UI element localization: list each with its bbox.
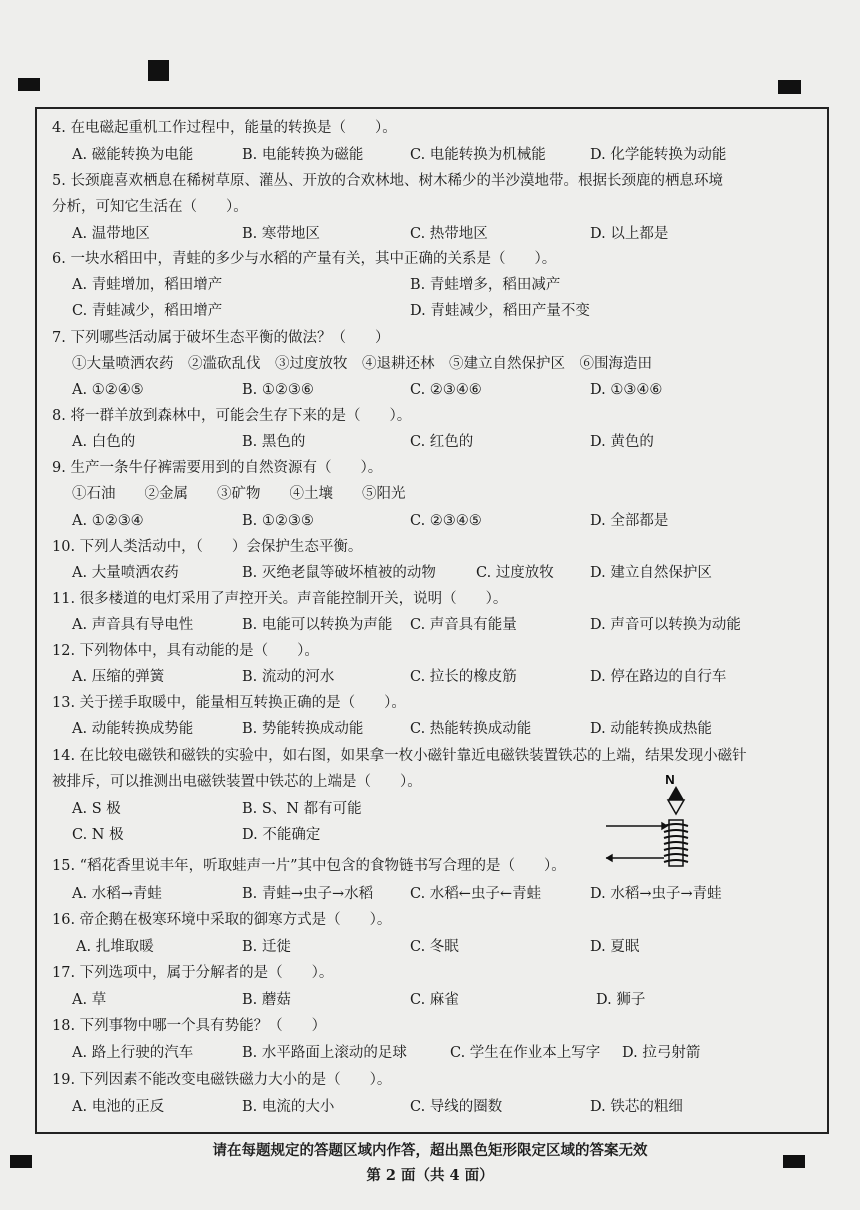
wire-icon bbox=[606, 823, 667, 861]
option-b: B. 电能转换为磁能 bbox=[242, 147, 364, 163]
question-5-options bbox=[72, 224, 772, 244]
option-d: D. 黄色的 bbox=[590, 434, 654, 450]
option-b: B. 电流的大小 bbox=[242, 1099, 335, 1115]
option-a: A. 压缩的弹簧 bbox=[72, 669, 165, 685]
question-12-stem: 12. 下列物体中，具有动能的是（ ）。 bbox=[52, 643, 319, 659]
question-11-options bbox=[72, 615, 772, 635]
option-b: B. 水平路面上滚动的足球 bbox=[242, 1045, 407, 1061]
question-16-stem: 16. 帝企鹅在极寒环境中采取的御寒方式是（ ）。 bbox=[52, 912, 392, 928]
registration-mark-top-square bbox=[148, 60, 169, 81]
option-b: B. 青蛙增多，稻田减产 bbox=[410, 277, 561, 293]
option-c: C. ②③④⑥ bbox=[410, 382, 482, 398]
page-number: 第 2 面（共 4 面） bbox=[366, 1167, 494, 1184]
option-d: D. 夏眠 bbox=[590, 939, 640, 955]
option-a: A. 动能转换成势能 bbox=[72, 721, 194, 737]
question-10-options bbox=[72, 563, 772, 583]
question-6-stem: 6. 一块水稻田中，青蛙的多少与水稻的产量有关，其中正确的关系是（ ）。 bbox=[52, 251, 557, 267]
option-a: A. 青蛙增加，稻田增产 bbox=[72, 277, 223, 293]
question-7-items: ①大量喷洒农药 ②滥砍乱伐 ③过度放牧 ④退耕还林 ⑤建立自然保护区 ⑥围海造田 bbox=[72, 356, 652, 372]
option-b: B. 黑色的 bbox=[242, 434, 306, 450]
option-d: D. 全部都是 bbox=[590, 513, 669, 529]
option-c: C. 麻雀 bbox=[410, 992, 459, 1008]
option-d: D. 以上都是 bbox=[590, 226, 669, 242]
question-6-options-row1 bbox=[72, 275, 772, 295]
option-b: B. 寒带地区 bbox=[242, 226, 320, 242]
coil-icon bbox=[664, 824, 688, 862]
question-15-stem: 15. “稻花香里说丰年，听取蛙声一片”其中包含的食物链书写合理的是（ ）。 bbox=[52, 858, 566, 874]
option-a: A. 大量喷洒农药 bbox=[72, 565, 179, 581]
question-8-options bbox=[72, 432, 772, 452]
question-12-options bbox=[72, 667, 772, 687]
option-a: A. 草 bbox=[72, 992, 107, 1008]
question-9-stem: 9. 生产一条牛仔裤需要用到的自然资源有（ ）。 bbox=[52, 460, 383, 476]
option-c: C. N 极 bbox=[72, 827, 124, 843]
option-a: A. 扎堆取暖 bbox=[76, 939, 154, 955]
option-d: D. 建立自然保护区 bbox=[590, 565, 712, 581]
option-b: B. ①②③⑥ bbox=[242, 382, 314, 398]
question-5-stem-line2: 分析，可知它生活在（ ）。 bbox=[52, 199, 248, 215]
option-c: C. 水稻←虫子←青蛙 bbox=[410, 886, 542, 902]
electromagnet-diagram bbox=[604, 770, 724, 870]
option-b: B. ①②③⑤ bbox=[242, 513, 314, 529]
compass-n-label: N bbox=[665, 772, 675, 787]
question-18-stem: 18. 下列事物中哪一个具有势能？（ ） bbox=[52, 1018, 327, 1034]
question-17-stem: 17. 下列选项中，属于分解者的是（ ）。 bbox=[52, 965, 334, 981]
question-19-options bbox=[72, 1097, 772, 1117]
option-a: A. ①②④⑤ bbox=[72, 382, 144, 398]
option-c: C. 青蛙减少，稻田增产 bbox=[72, 303, 223, 319]
question-6-options-row2 bbox=[72, 301, 772, 321]
question-9-items: ①石油 ②金属 ③矿物 ④土壤 ⑤阳光 bbox=[72, 486, 406, 502]
question-15-options bbox=[72, 884, 772, 904]
option-a: A. 电池的正反 bbox=[72, 1099, 165, 1115]
option-b: B. 灭绝老鼠等破坏植被的动物 bbox=[242, 565, 436, 581]
option-d: D. 停在路边的自行车 bbox=[590, 669, 727, 685]
option-c: C. 热能转换成动能 bbox=[410, 721, 532, 737]
question-10-stem: 10. 下列人类活动中，（ ）会保护生态平衡。 bbox=[52, 539, 363, 555]
option-b: B. 电能可以转换为声能 bbox=[242, 617, 393, 633]
option-c: C. 学生在作业本上写字 bbox=[450, 1045, 601, 1061]
option-c: C. 红色的 bbox=[410, 434, 474, 450]
question-17-options bbox=[72, 990, 772, 1010]
question-9-options bbox=[72, 511, 772, 531]
question-5-stem: 5. 长颈鹿喜欢栖息在稀树草原、灌丛、开放的合欢林地、树木稀少的半沙漠地带。根据长颈鹿的栖息环境 bbox=[52, 173, 723, 189]
option-a: A. ①②③④ bbox=[72, 513, 144, 529]
question-7-stem: 7. 下列哪些活动属于破坏生态平衡的做法？（ ） bbox=[52, 330, 390, 346]
question-13-stem: 13. 关于搓手取暖中，能量相互转换正确的是（ ）。 bbox=[52, 695, 406, 711]
answer-notice: 请在每题规定的答题区域内作答，超出黑色矩形限定区域的答案无效 bbox=[212, 1142, 648, 1159]
option-d: D. 不能确定 bbox=[242, 827, 321, 843]
question-13-options bbox=[72, 719, 772, 739]
option-d: D. 青蛙减少，稻田产量不变 bbox=[410, 303, 590, 319]
question-11-stem: 11. 很多楼道的电灯采用了声控开关。声音能控制开关，说明（ ）。 bbox=[52, 591, 508, 607]
question-16-options bbox=[72, 937, 772, 957]
question-14-stem-line2: 被排斥，可以推测出电磁铁装置中铁芯的上端是（ ）。 bbox=[52, 774, 422, 790]
question-18-options bbox=[72, 1043, 772, 1063]
option-a: A. 磁能转换为电能 bbox=[72, 147, 194, 163]
option-c: C. 冬眠 bbox=[410, 939, 459, 955]
option-a: A. 白色的 bbox=[72, 434, 136, 450]
registration-mark-top-left bbox=[18, 78, 40, 91]
option-d: D. 声音可以转换为动能 bbox=[590, 617, 741, 633]
option-d: D. 铁芯的粗细 bbox=[590, 1099, 683, 1115]
option-d: D. 狮子 bbox=[596, 992, 646, 1008]
option-d: D. 拉弓射箭 bbox=[622, 1045, 701, 1061]
option-a: A. 声音具有导电性 bbox=[72, 617, 194, 633]
question-4-options bbox=[72, 145, 772, 165]
registration-mark-top-right bbox=[778, 80, 801, 94]
option-c: C. 声音具有能量 bbox=[410, 617, 517, 633]
option-b: B. 蘑菇 bbox=[242, 992, 291, 1008]
option-d: D. 动能转换成热能 bbox=[590, 721, 712, 737]
option-a: A. 水稻→青蛙 bbox=[72, 886, 162, 902]
compass-needle-icon bbox=[668, 786, 684, 814]
option-c: C. 热带地区 bbox=[410, 226, 488, 242]
question-7-options bbox=[72, 380, 772, 400]
option-a: A. 路上行驶的汽车 bbox=[72, 1045, 194, 1061]
option-c: C. ②③④⑤ bbox=[410, 513, 482, 529]
question-4-stem: 4. 在电磁起重机工作过程中，能量的转换是（ ）。 bbox=[52, 120, 397, 136]
option-b: B. 势能转换成动能 bbox=[242, 721, 364, 737]
option-b: B. 青蛙→虫子→水稻 bbox=[242, 886, 374, 902]
option-c: C. 拉长的橡皮筋 bbox=[410, 669, 517, 685]
option-b: B. 迁徙 bbox=[242, 939, 291, 955]
option-a: A. 温带地区 bbox=[72, 226, 150, 242]
option-d: D. ①③④⑥ bbox=[590, 382, 663, 398]
question-8-stem: 8. 将一群羊放到森林中，可能会生存下来的是（ ）。 bbox=[52, 408, 412, 424]
option-a: A. S 极 bbox=[72, 801, 121, 817]
option-d: D. 化学能转换为动能 bbox=[590, 147, 727, 163]
option-d: D. 水稻→虫子→青蛙 bbox=[590, 886, 722, 902]
option-c: C. 电能转换为机械能 bbox=[410, 147, 546, 163]
option-c: C. 过度放牧 bbox=[476, 565, 554, 581]
option-b: B. 流动的河水 bbox=[242, 669, 335, 685]
question-14-stem: 14. 在比较电磁铁和磁铁的实验中，如右图，如果拿一枚小磁针靠近电磁铁装置铁芯的上端，结果发现小磁针 bbox=[52, 748, 747, 764]
question-19-stem: 19. 下列因素不能改变电磁铁磁力大小的是（ ）。 bbox=[52, 1072, 392, 1088]
option-b: B. S、N 都有可能 bbox=[242, 801, 362, 817]
option-c: C. 导线的圈数 bbox=[410, 1099, 503, 1115]
